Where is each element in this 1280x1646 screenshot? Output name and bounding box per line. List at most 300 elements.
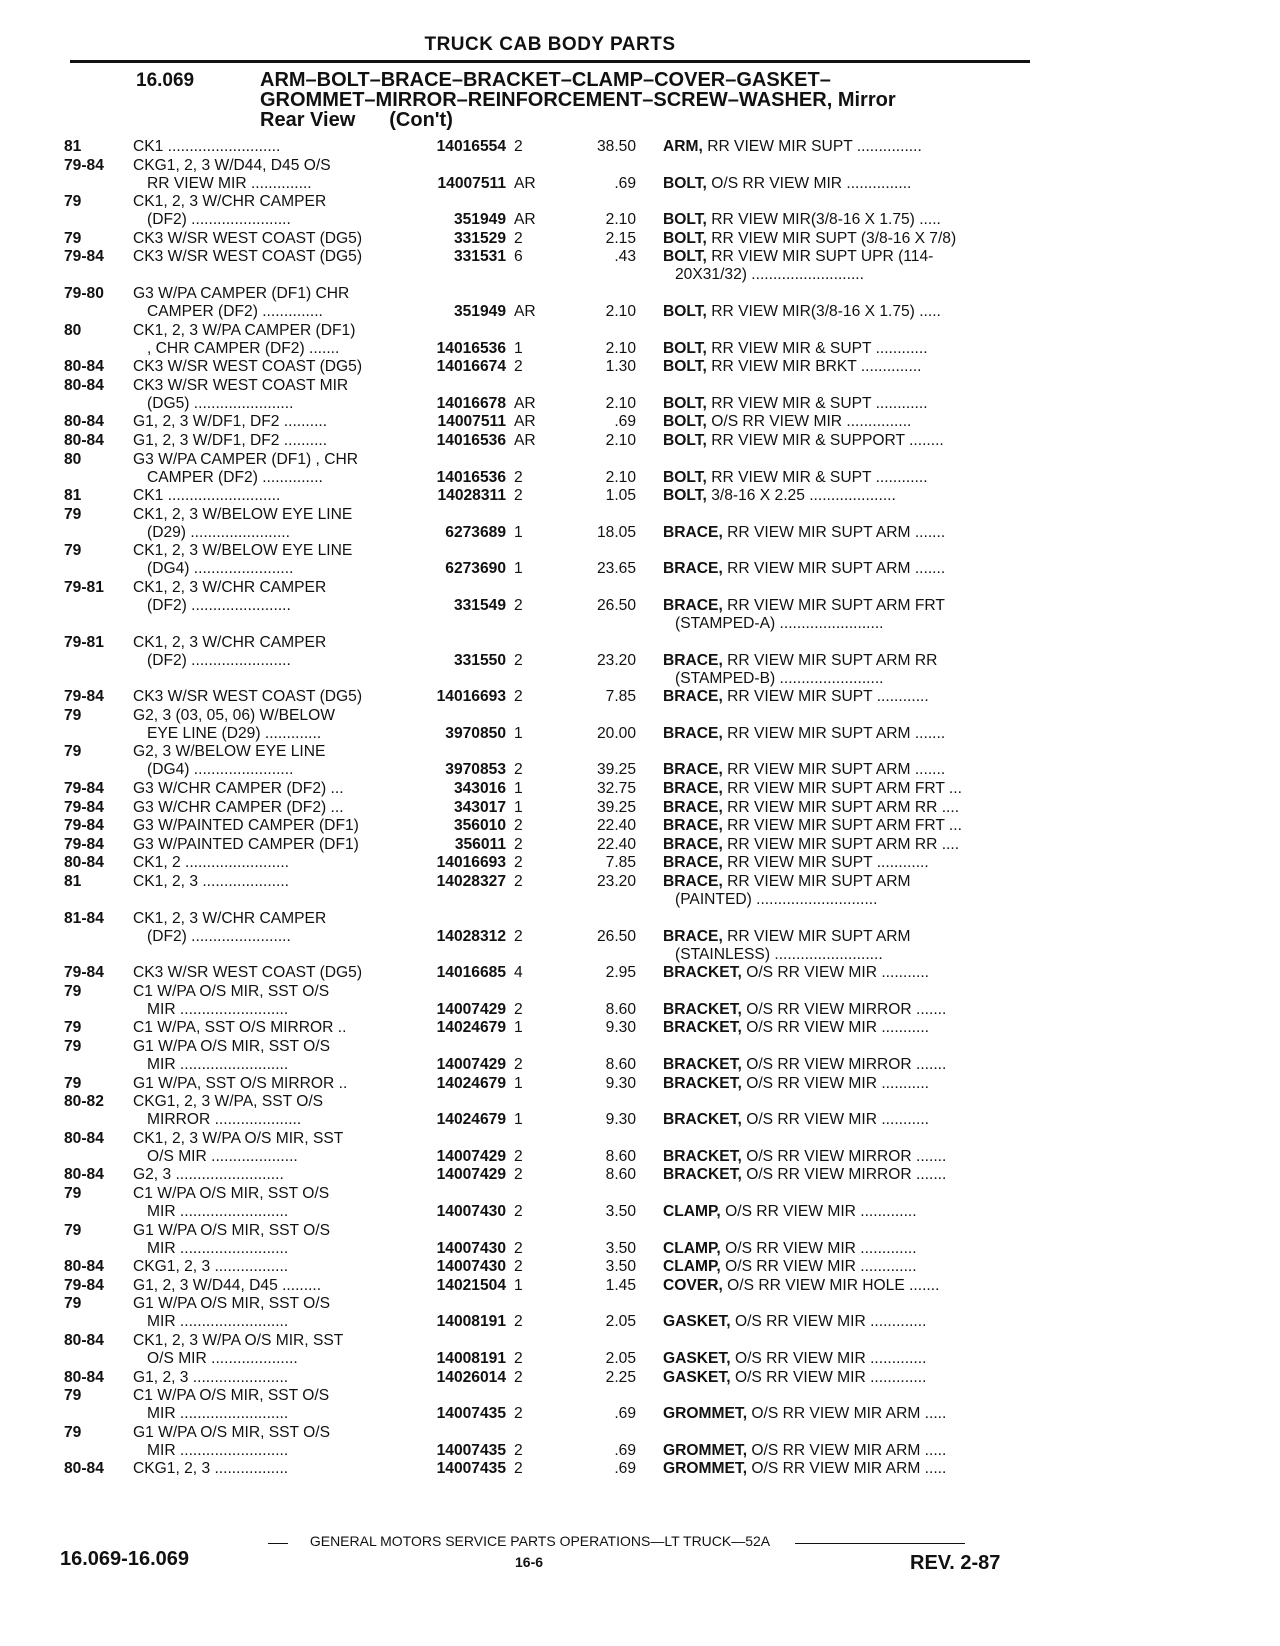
- row-description-text: RR VIEW MIR SUPT ARM .......: [727, 523, 946, 541]
- row-application-line1: C1 W/PA O/S MIR, SST O/S: [133, 1185, 330, 1202]
- row-description: [663, 799, 1033, 817]
- row-price: 26.50: [596, 597, 636, 614]
- row-quantity: 2: [514, 835, 523, 853]
- row-year: 79-84: [64, 780, 104, 797]
- row-description-text: O/S RR VIEW MIRROR .......: [746, 1000, 947, 1018]
- row-description-type: GROMMET,: [663, 1441, 748, 1459]
- row-application-line1: CK1 ..........................: [133, 487, 281, 505]
- row-application-line1: G3 W/CHR CAMPER (DF2) ...: [133, 798, 344, 816]
- row-quantity: AR: [514, 394, 536, 412]
- row-application: [133, 377, 408, 413]
- row-year: 79: [64, 1387, 82, 1405]
- row-application-line2: MIR .........................: [147, 1405, 289, 1423]
- row-description: [663, 524, 1033, 542]
- row-description-line2: (STAINLESS) .........................: [675, 945, 883, 963]
- row-quantity: AR: [514, 211, 536, 229]
- row-part-number: 14007435: [436, 1460, 506, 1478]
- row-year: 79: [64, 743, 82, 761]
- row-description-type: BRACE,: [663, 835, 723, 853]
- row-quantity: 2: [514, 1405, 523, 1423]
- row-price: 32.75: [596, 780, 636, 797]
- row-quantity: 1: [514, 339, 523, 357]
- row-price: 2.10: [605, 432, 636, 449]
- row-price: 23.20: [596, 651, 636, 669]
- row-description-line2: 20X31/32) ..........................: [675, 266, 864, 284]
- row-application: [133, 432, 408, 450]
- row-quantity: 1: [514, 560, 523, 578]
- parts-list: [0, 138, 1280, 1528]
- row-part-number: 14007429: [436, 1166, 506, 1184]
- row-application: [133, 836, 408, 854]
- row-application: [133, 983, 408, 1019]
- row-description: [663, 1460, 1033, 1478]
- row-application: [133, 743, 408, 779]
- row-quantity: 2: [514, 854, 523, 872]
- row-description-type: GASKET,: [663, 1368, 731, 1386]
- row-description-text: RR VIEW MIR SUPT ARM .......: [727, 724, 946, 742]
- row-year: 79: [64, 706, 82, 724]
- row-quantity: 1: [514, 523, 523, 541]
- row-application: [133, 542, 408, 578]
- row-application-line1: CKG1, 2, 3 W/PA, SST O/S: [133, 1093, 324, 1111]
- section-title-line1: ARM–BOLT–BRACE–BRACKET–CLAMP–COVER–GASKET–: [260, 69, 831, 91]
- row-part-number: 14007430: [436, 1258, 506, 1276]
- footer-revision: REV. 2-87: [910, 1552, 1001, 1574]
- row-description-text: O/S RR VIEW MIR .............: [734, 1368, 927, 1386]
- row-year: 80-84: [64, 413, 104, 431]
- row-quantity: AR: [514, 303, 536, 320]
- row-application-line1: G1 W/PA, SST O/S MIRROR ..: [133, 1074, 348, 1092]
- row-application: [133, 322, 408, 358]
- row-application-line2: (D29) .......................: [147, 523, 290, 541]
- row-application-line1: G3 W/CHR CAMPER (DF2) ...: [133, 780, 344, 797]
- row-year: 80-84: [64, 358, 104, 376]
- row-description-type: BRACE,: [663, 873, 723, 890]
- row-application-line2: (DF2) .......................: [147, 927, 291, 945]
- row-price: 1.05: [605, 487, 636, 505]
- row-part-number: 14028311: [437, 487, 506, 505]
- row-description-type: BRACKET,: [663, 1147, 742, 1165]
- row-application: [133, 230, 408, 248]
- row-description: [663, 854, 1033, 872]
- row-application-line2: (DG4) .......................: [147, 761, 294, 779]
- row-price: 3.50: [605, 1203, 636, 1220]
- row-price: 7.85: [605, 854, 636, 872]
- row-description-text: O/S RR VIEW MIR ...........: [746, 1019, 929, 1037]
- row-description-type: GASKET,: [663, 1350, 731, 1367]
- row-description-text: O/S RR VIEW MIR .............: [725, 1203, 917, 1220]
- row-application: [133, 964, 408, 982]
- row-description: [663, 1240, 1033, 1258]
- row-application: [133, 1387, 408, 1423]
- row-part-number: 14021504: [436, 1276, 506, 1294]
- row-description: [663, 1369, 1033, 1387]
- row-application-line2: RR VIEW MIR ..............: [147, 174, 312, 192]
- row-description: [663, 1148, 1033, 1166]
- row-application: [133, 634, 408, 670]
- row-price: 2.10: [605, 211, 636, 229]
- row-price: 2.10: [605, 394, 636, 412]
- row-application: [133, 799, 408, 817]
- row-application: [133, 1369, 408, 1387]
- row-price: 2.05: [605, 1313, 636, 1331]
- row-description: [663, 836, 1033, 854]
- row-year: 79: [64, 193, 82, 211]
- row-application: [133, 1460, 408, 1478]
- row-description-type: BRACE,: [663, 761, 723, 779]
- row-part-number: 6273690: [445, 560, 506, 578]
- row-application-line2: (DG5) .......................: [147, 394, 294, 412]
- row-description-text: RR VIEW MIR SUPT UPR (114-: [711, 248, 934, 266]
- row-part-number: 14028327: [436, 873, 506, 890]
- row-description-type: BRACE,: [663, 724, 723, 742]
- row-price: 22.40: [596, 817, 636, 835]
- section-title: [260, 70, 1020, 130]
- row-application-line1: G3 W/PAINTED CAMPER (DF1): [133, 835, 359, 853]
- row-quantity: 2: [514, 1441, 523, 1459]
- row-application: [133, 1424, 408, 1460]
- row-description-text: RR VIEW MIR SUPT ARM FRT ...: [727, 817, 962, 835]
- row-application-line2: MIR .........................: [147, 1313, 289, 1331]
- row-description-type: BRACKET,: [663, 964, 742, 982]
- row-price: .69: [614, 1441, 636, 1459]
- row-description-type: BRACKET,: [663, 1111, 742, 1129]
- row-description-text: O/S RR VIEW MIR ...........: [746, 1111, 929, 1129]
- row-description-type: BRACKET,: [663, 1056, 742, 1073]
- row-price: 2.10: [605, 303, 636, 320]
- row-price: 8.60: [605, 1147, 636, 1165]
- row-part-number: 14016685: [436, 964, 506, 982]
- row-price: 3.50: [605, 1239, 636, 1257]
- row-description-type: BOLT,: [663, 358, 707, 376]
- row-part-number: 331531: [453, 248, 506, 266]
- row-description: [663, 432, 1033, 450]
- row-application: [133, 1075, 408, 1093]
- row-description-text: RR VIEW MIR & SUPT ............: [711, 339, 928, 357]
- row-quantity: 2: [514, 761, 523, 779]
- row-application-line1: CK1, 2, 3 W/CHR CAMPER: [133, 193, 327, 211]
- header-rule: [70, 60, 1030, 63]
- row-application-line1: G1 W/PA O/S MIR, SST O/S: [133, 1038, 330, 1055]
- row-quantity: 4: [514, 964, 523, 982]
- section-title-line4: (Con't): [389, 109, 453, 131]
- row-quantity: 2: [514, 817, 523, 835]
- row-year: 80-84: [64, 1332, 104, 1349]
- row-price: 39.25: [596, 761, 636, 779]
- row-part-number: 3970850: [445, 724, 506, 742]
- row-description-type: BOLT,: [663, 339, 707, 357]
- row-description-text: RR VIEW MIR SUPT ARM RR ....: [727, 835, 960, 853]
- row-description-text: RR VIEW MIR SUPT ARM RR ....: [727, 798, 960, 816]
- row-year: 79: [64, 542, 82, 560]
- row-application-line2: O/S MIR ....................: [147, 1350, 298, 1367]
- row-application-line1: C1 W/PA O/S MIR, SST O/S: [133, 1387, 330, 1405]
- row-year: 80-84: [64, 376, 104, 394]
- row-description-type: BRACE,: [663, 597, 723, 614]
- row-description-text: RR VIEW MIR & SUPPORT ........: [711, 432, 944, 449]
- row-application: [133, 1277, 408, 1295]
- row-application-line2: , CHR CAMPER (DF2) .......: [147, 339, 340, 357]
- row-application: [133, 1222, 408, 1258]
- row-price: 23.20: [596, 873, 636, 890]
- row-quantity: AR: [514, 413, 536, 431]
- row-price: 2.10: [605, 339, 636, 357]
- row-application-line1: CK1, 2, 3 W/PA O/S MIR, SST: [133, 1129, 344, 1147]
- row-part-number: 14007511: [437, 413, 506, 431]
- row-description-text: O/S RR VIEW MIR ARM .....: [751, 1460, 947, 1478]
- row-quantity: 6: [514, 248, 523, 266]
- row-application-line1: G1, 2, 3 ......................: [133, 1368, 289, 1386]
- row-part-number: 14007435: [436, 1405, 506, 1423]
- row-quantity: 2: [514, 1258, 523, 1276]
- row-quantity: 2: [514, 927, 523, 945]
- row-year: 81: [64, 138, 82, 155]
- row-description: [663, 469, 1033, 487]
- row-description-text: RR VIEW MIR SUPT ...............: [707, 138, 922, 155]
- row-application-line2: (DG4) .......................: [147, 560, 294, 578]
- row-description-text: RR VIEW MIR SUPT ............: [727, 854, 929, 872]
- row-description: [663, 817, 1033, 835]
- page-title: TRUCK CAB BODY PARTS: [424, 34, 676, 55]
- row-application: [133, 1130, 408, 1166]
- row-year: 79: [64, 1019, 82, 1037]
- row-application-line2: MIR .........................: [147, 1000, 289, 1018]
- row-application-line1: G3 W/PA CAMPER (DF1) CHR: [133, 285, 350, 302]
- row-year: 80-84: [64, 1129, 104, 1147]
- row-description-type: GROMMET,: [663, 1460, 748, 1478]
- row-year: 79: [64, 1295, 82, 1313]
- row-application: [133, 1332, 408, 1368]
- row-part-number: 3970853: [445, 761, 506, 779]
- row-year: 79-84: [64, 248, 104, 266]
- row-application: [133, 910, 408, 946]
- row-year: 81: [64, 873, 82, 890]
- row-price: 1.30: [605, 358, 636, 376]
- row-part-number: 14007429: [436, 1056, 506, 1073]
- row-part-number: 14028312: [436, 927, 506, 945]
- row-application: [133, 688, 408, 706]
- row-year: 79: [64, 1074, 82, 1092]
- row-application: [133, 1038, 408, 1074]
- row-application: [133, 707, 408, 743]
- row-description-text: O/S RR VIEW MIR ARM .....: [751, 1441, 947, 1459]
- row-description-type: BRACKET,: [663, 1000, 742, 1018]
- row-description: [663, 1166, 1033, 1184]
- row-quantity: 2: [514, 688, 523, 706]
- row-application-line1: CK3 W/SR WEST COAST (DG5): [133, 229, 363, 247]
- row-application-line1: CKG1, 2, 3 .................: [133, 1258, 289, 1276]
- row-description-type: BRACKET,: [663, 1019, 742, 1037]
- row-description: [663, 1075, 1033, 1093]
- row-description-type: BOLT,: [663, 303, 707, 320]
- row-price: 38.50: [596, 138, 636, 155]
- row-description: [663, 964, 1033, 982]
- row-price: 9.30: [605, 1074, 636, 1092]
- row-part-number: 14007430: [436, 1239, 506, 1257]
- row-application-line1: CK1, 2, 3 W/PA O/S MIR, SST: [133, 1332, 344, 1349]
- footer-publisher: GENERAL MOTORS SERVICE PARTS OPERATIONS—LT TRUCK—52A: [309, 1533, 771, 1549]
- row-description-text: RR VIEW MIR SUPT ARM FRT: [727, 597, 945, 614]
- row-description-type: CLAMP,: [663, 1239, 721, 1257]
- row-description-type: GASKET,: [663, 1313, 731, 1331]
- row-application: [133, 413, 408, 431]
- row-application-line1: CK3 W/SR WEST COAST MIR: [133, 376, 349, 394]
- row-part-number: 356010: [453, 817, 506, 835]
- row-part-number: 14016693: [436, 854, 506, 872]
- row-quantity: 1: [514, 798, 523, 816]
- row-price: 2.25: [605, 1368, 636, 1386]
- row-price: 9.30: [605, 1019, 636, 1037]
- row-description: [663, 230, 1033, 248]
- row-description-text: RR VIEW MIR(3/8-16 X 1.75) .....: [711, 211, 941, 229]
- row-application-line1: G2, 3 W/BELOW EYE LINE: [133, 743, 326, 761]
- row-application-line1: CK1, 2, 3 W/PA CAMPER (DF1): [133, 321, 356, 339]
- row-description-type: ARM,: [663, 138, 703, 155]
- row-part-number: 14016674: [436, 358, 506, 376]
- row-quantity: 2: [514, 1239, 523, 1257]
- row-quantity: 2: [514, 1313, 523, 1331]
- row-description-text: O/S RR VIEW MIR ARM .....: [751, 1405, 947, 1423]
- row-description-type: BRACKET,: [663, 1074, 742, 1092]
- row-application: [133, 1258, 408, 1276]
- row-description-text: O/S RR VIEW MIR ...............: [711, 174, 912, 192]
- section-title-line3: Rear View: [260, 109, 356, 131]
- row-quantity: 2: [514, 358, 523, 376]
- row-description-text: RR VIEW MIR SUPT (3/8-16 X 7/8): [711, 229, 957, 247]
- row-quantity: 2: [514, 1166, 523, 1184]
- row-application-line1: CK1, 2, 3 W/BELOW EYE LINE: [133, 542, 353, 560]
- row-application: [133, 1185, 408, 1221]
- row-application-line2: MIR .........................: [147, 1056, 289, 1073]
- row-description-text: RR VIEW MIR SUPT ............: [727, 688, 929, 706]
- row-part-number: 331549: [453, 597, 506, 614]
- row-application-line1: G3 W/PA CAMPER (DF1) , CHR: [133, 450, 358, 468]
- row-description: [663, 1019, 1033, 1037]
- row-price: 20.00: [596, 724, 636, 742]
- row-quantity: 1: [514, 1111, 523, 1129]
- row-application: [133, 780, 408, 798]
- row-application-line2: O/S MIR ....................: [147, 1147, 298, 1165]
- row-application-line1: G2, 3 .........................: [133, 1166, 284, 1184]
- row-part-number: 343017: [453, 798, 506, 816]
- row-part-number: 331550: [453, 651, 506, 669]
- row-description: [663, 928, 1033, 964]
- row-application-line1: CK1, 2, 3 ....................: [133, 873, 289, 890]
- row-year: 79-84: [64, 817, 104, 835]
- row-application: [133, 193, 408, 229]
- row-description: [663, 597, 1033, 633]
- row-application-line1: G1 W/PA O/S MIR, SST O/S: [133, 1295, 330, 1313]
- row-description-type: BOLT,: [663, 248, 707, 266]
- row-quantity: AR: [514, 432, 536, 449]
- row-price: 22.40: [596, 835, 636, 853]
- row-application: [133, 1295, 408, 1331]
- row-application: [133, 817, 408, 835]
- row-year: 79-84: [64, 835, 104, 853]
- row-application-line1: CK1, 2 ........................: [133, 854, 289, 872]
- row-description: [663, 1001, 1033, 1019]
- row-year: 79: [64, 1423, 82, 1441]
- row-part-number: 351949: [453, 211, 506, 229]
- row-description-text: RR VIEW MIR(3/8-16 X 1.75) .....: [711, 303, 941, 320]
- row-price: 8.60: [605, 1056, 636, 1073]
- row-application: [133, 451, 408, 487]
- row-quantity: AR: [514, 174, 536, 192]
- row-description-type: COVER,: [663, 1276, 723, 1294]
- row-application-line2: MIR .........................: [147, 1441, 289, 1459]
- row-price: 2.10: [605, 468, 636, 486]
- row-description-text: RR VIEW MIR SUPT ARM FRT ...: [727, 780, 962, 797]
- row-part-number: 14016536: [436, 339, 506, 357]
- row-application: [133, 506, 408, 542]
- row-part-number: 356011: [454, 835, 506, 853]
- row-part-number: 14016536: [436, 432, 506, 449]
- footer-rule-right: [795, 1543, 965, 1544]
- row-description: [663, 487, 1033, 505]
- row-price: 23.65: [596, 560, 636, 578]
- row-price: 1.45: [605, 1276, 636, 1294]
- row-description-type: BRACE,: [663, 523, 723, 541]
- row-price: 2.05: [605, 1350, 636, 1367]
- row-quantity: 1: [514, 780, 523, 797]
- row-description: [663, 761, 1033, 779]
- row-year: 80-84: [64, 1166, 104, 1184]
- row-part-number: 14007511: [437, 174, 506, 192]
- row-application: [133, 138, 408, 156]
- section-number: 16.069: [136, 70, 195, 91]
- row-description-type: BRACE,: [663, 780, 723, 797]
- row-application-line1: CK1, 2, 3 W/BELOW EYE LINE: [133, 505, 353, 523]
- row-description-type: GROMMET,: [663, 1405, 748, 1423]
- row-quantity: 2: [514, 873, 523, 890]
- row-description: [663, 1111, 1033, 1129]
- row-description: [663, 1277, 1033, 1295]
- row-description: [663, 1313, 1033, 1331]
- row-quantity: 2: [514, 1368, 523, 1386]
- row-description-text: 3/8-16 X 2.25 ....................: [711, 487, 896, 505]
- row-description-text: O/S RR VIEW MIR ...........: [746, 1074, 929, 1092]
- row-quantity: 2: [514, 229, 523, 247]
- row-application: [133, 1166, 408, 1184]
- row-price: .69: [614, 174, 636, 192]
- row-description-text: O/S RR VIEW MIR ...........: [746, 964, 929, 982]
- row-application-line1: G1 W/PA O/S MIR, SST O/S: [133, 1221, 330, 1239]
- row-application-line2: CAMPER (DF2) ..............: [147, 303, 323, 320]
- row-quantity: 2: [514, 1000, 523, 1018]
- row-year: 80-84: [64, 1460, 104, 1478]
- row-quantity: 2: [514, 597, 523, 614]
- row-application-line1: G3 W/PAINTED CAMPER (DF1): [133, 817, 359, 835]
- row-description-type: BRACE,: [663, 688, 723, 706]
- row-application-line1: C1 W/PA O/S MIR, SST O/S: [133, 982, 330, 1000]
- row-part-number: 14024679: [436, 1074, 506, 1092]
- row-description-type: BOLT,: [663, 394, 707, 412]
- row-application: [133, 854, 408, 872]
- row-year: 79-80: [64, 285, 104, 302]
- row-application-line2: (DF2) .......................: [147, 597, 291, 614]
- row-description: [663, 652, 1033, 688]
- row-price: .69: [614, 1460, 636, 1478]
- row-year: 79-84: [64, 1276, 104, 1294]
- row-description: [663, 1258, 1033, 1276]
- row-year: 81: [64, 487, 82, 505]
- row-year: 79-81: [64, 633, 104, 651]
- section-title-line2: GROMMET–MIRROR–REINFORCEMENT–SCREW–WASHER, Mirror: [260, 89, 896, 111]
- row-price: .69: [614, 1405, 636, 1423]
- row-description-text: O/S RR VIEW MIR .............: [734, 1313, 927, 1331]
- row-description: [663, 358, 1033, 376]
- footer-page-number: 16-6: [515, 1554, 544, 1570]
